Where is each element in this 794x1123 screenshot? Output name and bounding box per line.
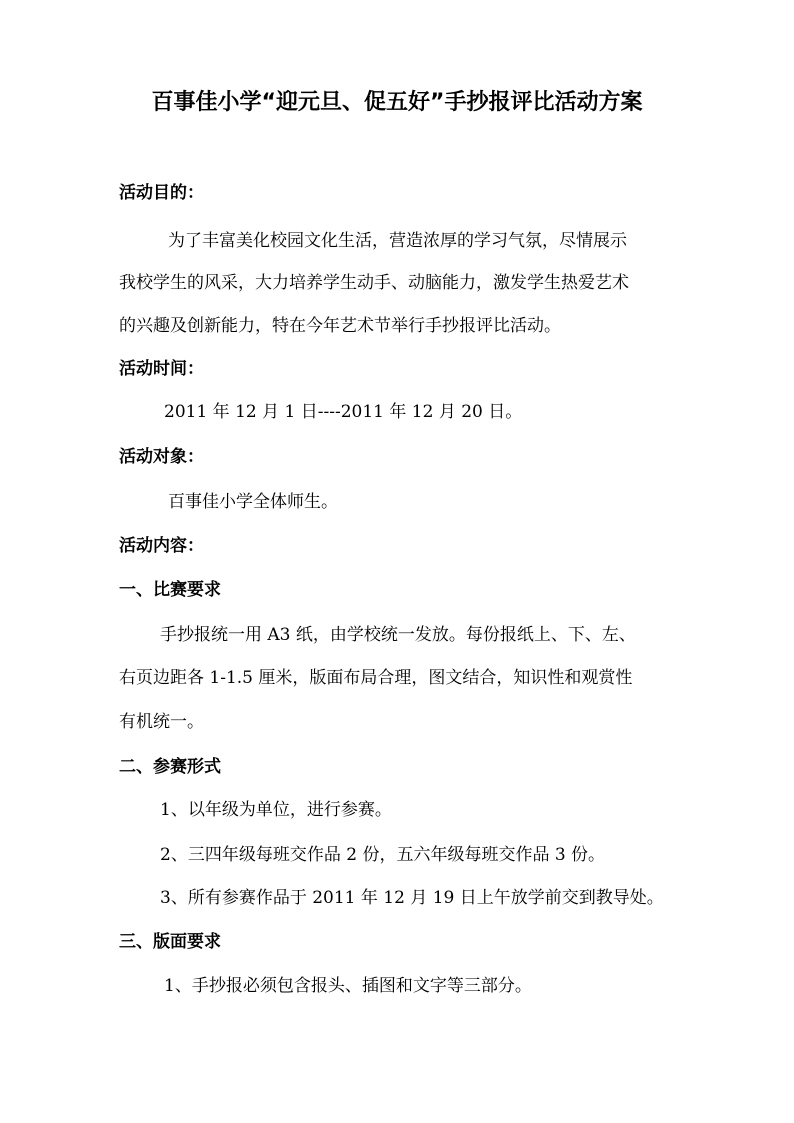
time-heading: 活动时间： (119, 359, 204, 379)
section2-item-3: 3、所有参赛作品于 2011 年 12 月 19 日上午放学前交到教导处。 (160, 888, 664, 908)
section3-item-1: 1、手抄报必须包含报头、插图和文字等三部分。 (164, 976, 532, 996)
time-text: 2011 年 12 月 1 日----2011 年 12 月 20 日。 (164, 402, 523, 422)
section1-line-3: 有机统一。 (119, 712, 204, 732)
purpose-heading: 活动目的： (119, 183, 204, 203)
purpose-line-1: 为了丰富美化校园文化生活，营造浓厚的学习气氛，尽情展示 (168, 231, 627, 251)
purpose-line-3: 的兴趣及创新能力，特在今年艺术节举行手抄报评比活动。 (119, 316, 561, 336)
audience-heading: 活动对象： (119, 447, 204, 467)
audience-text: 百事佳小学全体师生。 (168, 492, 338, 512)
section2-heading: 二、参赛形式 (119, 757, 221, 777)
section2-item-1: 1、以年级为单位，进行参赛。 (160, 800, 392, 820)
content-heading: 活动内容： (119, 536, 204, 556)
document-title: 百事佳小学“迎元旦、促五好”手抄报评比活动方案 (151, 90, 643, 115)
section3-heading: 三、版面要求 (119, 932, 221, 952)
section1-heading: 一、比赛要求 (119, 580, 221, 600)
section1-line-1: 手抄报统一用 A3 纸，由学校统一发放。每份报纸上、下、左、 (160, 625, 636, 645)
purpose-line-2: 我校学生的风采，大力培养学生动手、动脑能力，激发学生热爱艺术 (119, 273, 629, 293)
section1-line-2: 右页边距各 1-1.5 厘米，版面布局合理，图文结合，知识性和观赏性 (119, 668, 633, 688)
section2-item-2: 2、三四年级每班交作品 2 份，五六年级每班交作品 3 份。 (160, 845, 606, 865)
